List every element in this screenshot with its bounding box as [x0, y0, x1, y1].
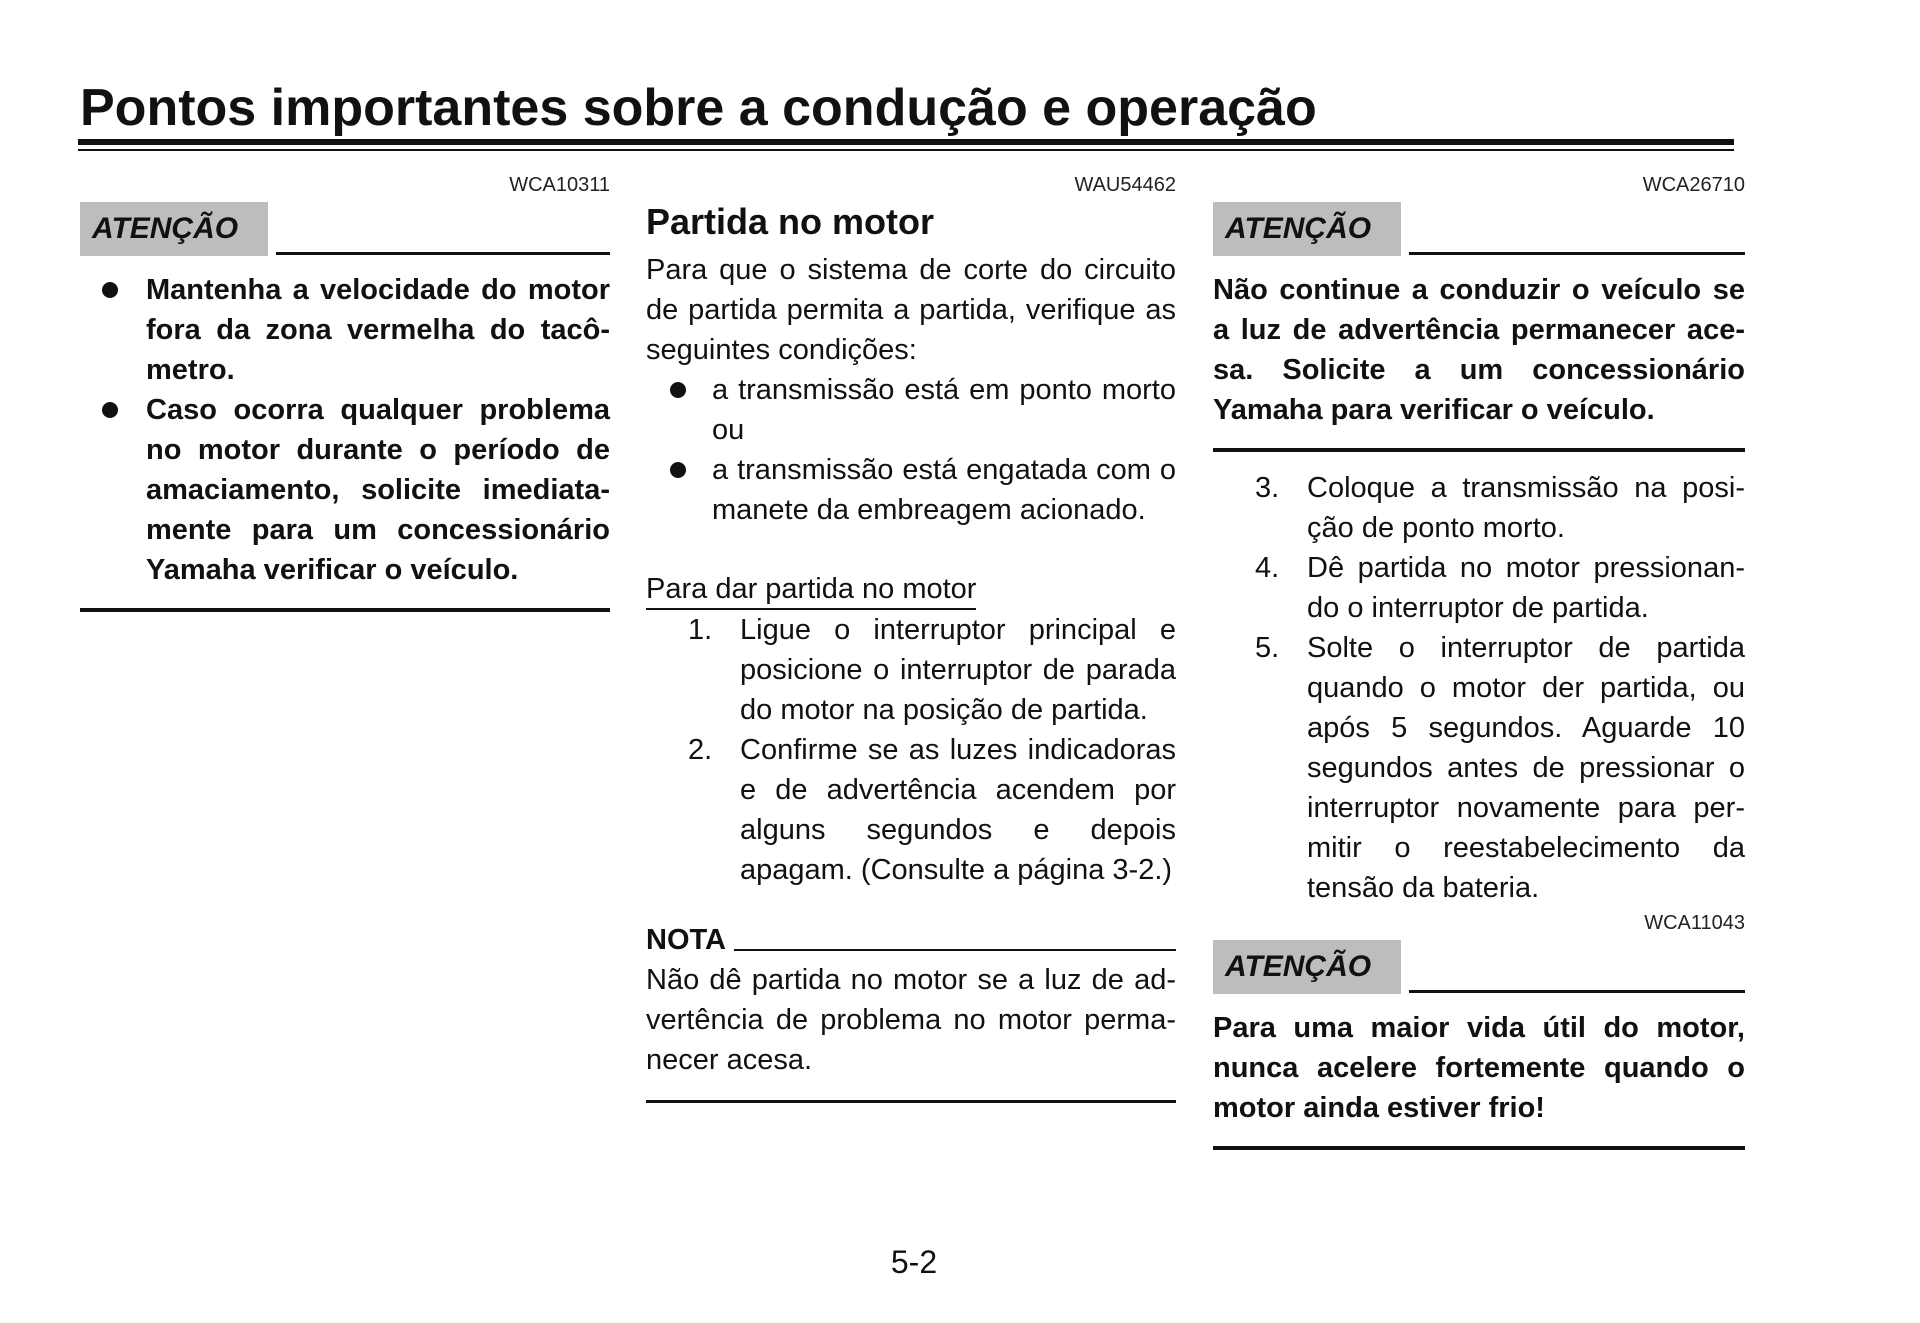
- right-column: [1213, 170, 1745, 1150]
- step-number: 1.: [688, 614, 713, 646]
- step-number: 2.: [688, 734, 713, 766]
- condition-text: a transmissão está engatada com o manete da embreagem acionado.: [712, 454, 1176, 526]
- step-number: 5.: [1255, 632, 1280, 664]
- attention-label: ATENÇÃO: [1213, 940, 1401, 994]
- warning-code: WCA10311: [509, 174, 610, 196]
- left-column: [80, 170, 610, 612]
- note-header: [646, 920, 1176, 960]
- bullet-icon: [102, 402, 118, 418]
- page-title: Pontos importantes sobre a condução e operação: [80, 79, 1317, 137]
- title-rule-thin: [78, 149, 1734, 151]
- middle-column: [646, 170, 1176, 1103]
- section-code: WAU54462: [1074, 174, 1176, 196]
- attention-label: ATENÇÃO: [1213, 202, 1401, 256]
- step-text: Solte o interruptor de partida quando o motor der partida, ou após 5 segundos. Aguarde 10 segundos antes de pressionar o interruptor novamente para permitir o reestabelecimento da tensão da bateria.: [1307, 632, 1745, 904]
- attention-rule: [1409, 990, 1745, 993]
- warning-text: Não continue a conduzir o veículo se a luz de advertência permanecer acesa. Solicite a um concessionário Yamaha para verificar o veículo.: [1213, 274, 1745, 426]
- bullet-icon: [102, 282, 118, 298]
- step-number: 3.: [1255, 472, 1280, 504]
- step-item: [1213, 468, 1745, 548]
- step-item: [1213, 628, 1745, 908]
- step-text: Confirme se as luzes indicadoras e de advertência acendem por alguns segundos e depois apagam. (Consulte a página 3-2.): [740, 734, 1176, 886]
- bullet-item: [80, 390, 610, 590]
- condition-item: [646, 450, 1176, 530]
- intro-paragraph: Para que o sistema de corte do circuito de partida permita a partida, verifique as seguintes condições:: [646, 254, 1176, 366]
- section-heading: Partida no motor: [646, 201, 935, 242]
- warning-text: Para uma maior vida útil do motor, nunca acelere fortemente quando o motor ainda estiver frio!: [1213, 1012, 1745, 1124]
- bullet-text: Mantenha a velocidade do motor fora da zona vermelha do tacômetro.: [146, 274, 610, 386]
- step-text: Ligue o interruptor principal e posicione o interruptor de parada do motor na posição de partida.: [740, 614, 1176, 726]
- bullet-icon: [670, 462, 686, 478]
- step-item: [646, 610, 1176, 730]
- bullet-icon: [670, 382, 686, 398]
- step-item: [1213, 548, 1745, 628]
- attention-end-rule: [80, 608, 610, 612]
- attention-header: [1213, 202, 1745, 256]
- note-label: NOTA: [646, 924, 727, 956]
- note-end-rule: [646, 1100, 1176, 1103]
- title-rule: [78, 139, 1734, 145]
- warning-code: WCA11043: [1644, 912, 1745, 934]
- warning-code: WCA26710: [1642, 174, 1745, 196]
- attention-rule: [1409, 252, 1745, 255]
- attention-header: [80, 202, 610, 256]
- step-text: Dê partida no motor pressionando o interruptor de partida.: [1307, 552, 1745, 624]
- attention-rule: [276, 252, 610, 255]
- condition-text: a transmissão está em ponto morto ou: [712, 374, 1176, 446]
- step-text: Coloque a transmissão na posição de ponto morto.: [1307, 472, 1745, 544]
- step-item: [646, 730, 1176, 890]
- attention-header: [1213, 940, 1745, 994]
- condition-item: [646, 370, 1176, 450]
- bullet-text: Caso ocorra qualquer problema no motor durante o período de amaciamento, solicite imediatamente para um concessionário Yamaha verificar o veículo.: [146, 394, 610, 586]
- note-rule: [734, 949, 1176, 951]
- note-text: Não dê partida no motor se a luz de advertência de problema no motor permanecer acesa.: [646, 964, 1176, 1076]
- subheading: Para dar partida no motor: [646, 570, 976, 610]
- page-number: 5-2: [890, 1244, 938, 1280]
- attention-end-rule: [1213, 1146, 1745, 1150]
- bullet-item: [80, 270, 610, 390]
- attention-label: ATENÇÃO: [80, 202, 268, 256]
- step-number: 4.: [1255, 552, 1280, 584]
